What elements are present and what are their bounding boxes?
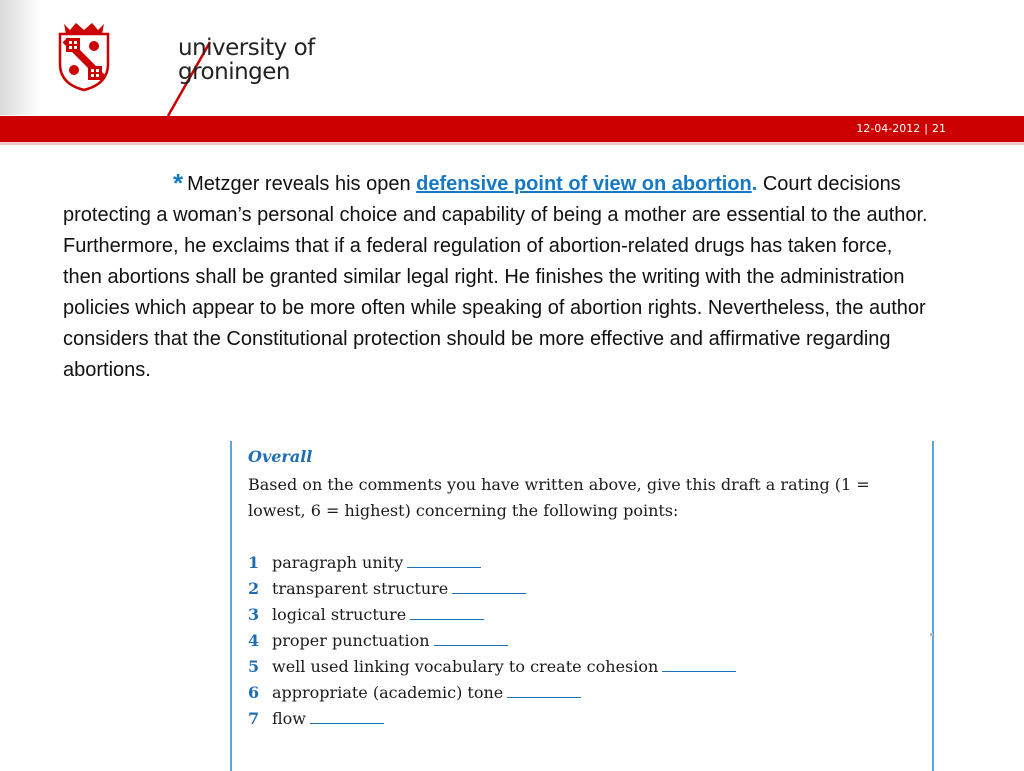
rating-blank — [662, 657, 736, 672]
slide-meta — [854, 122, 948, 135]
body-text: Court decisions protecting a woman’s personal choice and capability of being a mother are essential to the author. Furthermore, he exclaims that if a federal regulation of abortion-related drugs has taken force, then abortions shall be granted similar legal right. He finishes the writing with the administration policies which appear to be more often while speaking of abortion rights. Nevertheless, the author considers that the Constitutional protection should be more effective and affirmative regarding abortions. — [63, 173, 928, 381]
rating-blank — [434, 631, 508, 646]
item-label: transparent structure — [272, 579, 449, 598]
rating-blank — [407, 553, 481, 568]
item-label: paragraph unity — [272, 553, 404, 572]
meta-separator: | — [924, 122, 928, 135]
rating-item — [248, 602, 898, 628]
item-label: appropriate (academic) tone — [272, 683, 504, 702]
rating-item — [248, 706, 898, 732]
rating-items — [248, 550, 898, 732]
rating-checklist-image — [230, 441, 934, 771]
university-logo — [52, 18, 352, 100]
university-name — [178, 36, 315, 84]
item-label: logical structure — [272, 605, 407, 624]
rating-item — [248, 628, 898, 654]
rating-item — [248, 550, 898, 576]
university-name-line1: university of — [178, 35, 315, 61]
item-number: 7 — [248, 709, 260, 728]
item-number: 4 — [248, 631, 260, 650]
rating-checklist-content — [248, 447, 898, 732]
bullet-star: * — [173, 168, 184, 198]
overall-heading: Overall — [248, 447, 313, 466]
slide-number: 21 — [932, 122, 946, 135]
university-name-line2: groningen — [178, 59, 290, 85]
item-number: 3 — [248, 605, 260, 624]
item-number: 5 — [248, 657, 260, 676]
item-label: flow — [272, 709, 306, 728]
decorative-dot — [930, 633, 933, 636]
item-number: 1 — [248, 553, 260, 572]
left-edge-shadow — [0, 0, 40, 115]
overall-instructions: Based on the comments you have written above, give this draft a rating (1 = lowest, 6 = highest) concerning the following points: — [248, 475, 870, 520]
item-number: 6 — [248, 683, 260, 702]
header-bar — [0, 116, 1024, 142]
header-bar-underline — [0, 142, 1024, 145]
slide-date: 12-04-2012 — [856, 122, 921, 135]
crest-icon — [56, 20, 112, 92]
item-label: proper punctuation — [272, 631, 430, 650]
rating-item — [248, 576, 898, 602]
rating-blank — [452, 579, 526, 594]
link-period: . — [751, 173, 758, 195]
rating-blank — [507, 683, 581, 698]
intro-text: Metzger reveals his open — [187, 173, 411, 195]
rating-item — [248, 680, 898, 706]
rating-item — [248, 654, 898, 680]
rating-blank — [310, 709, 384, 724]
rating-blank — [410, 605, 484, 620]
item-number: 2 — [248, 579, 260, 598]
defensive-point-link[interactable]: defensive point of view on abortion — [416, 173, 752, 195]
main-paragraph — [63, 168, 933, 386]
item-label: well used linking vocabulary to create cohesion — [272, 657, 659, 676]
